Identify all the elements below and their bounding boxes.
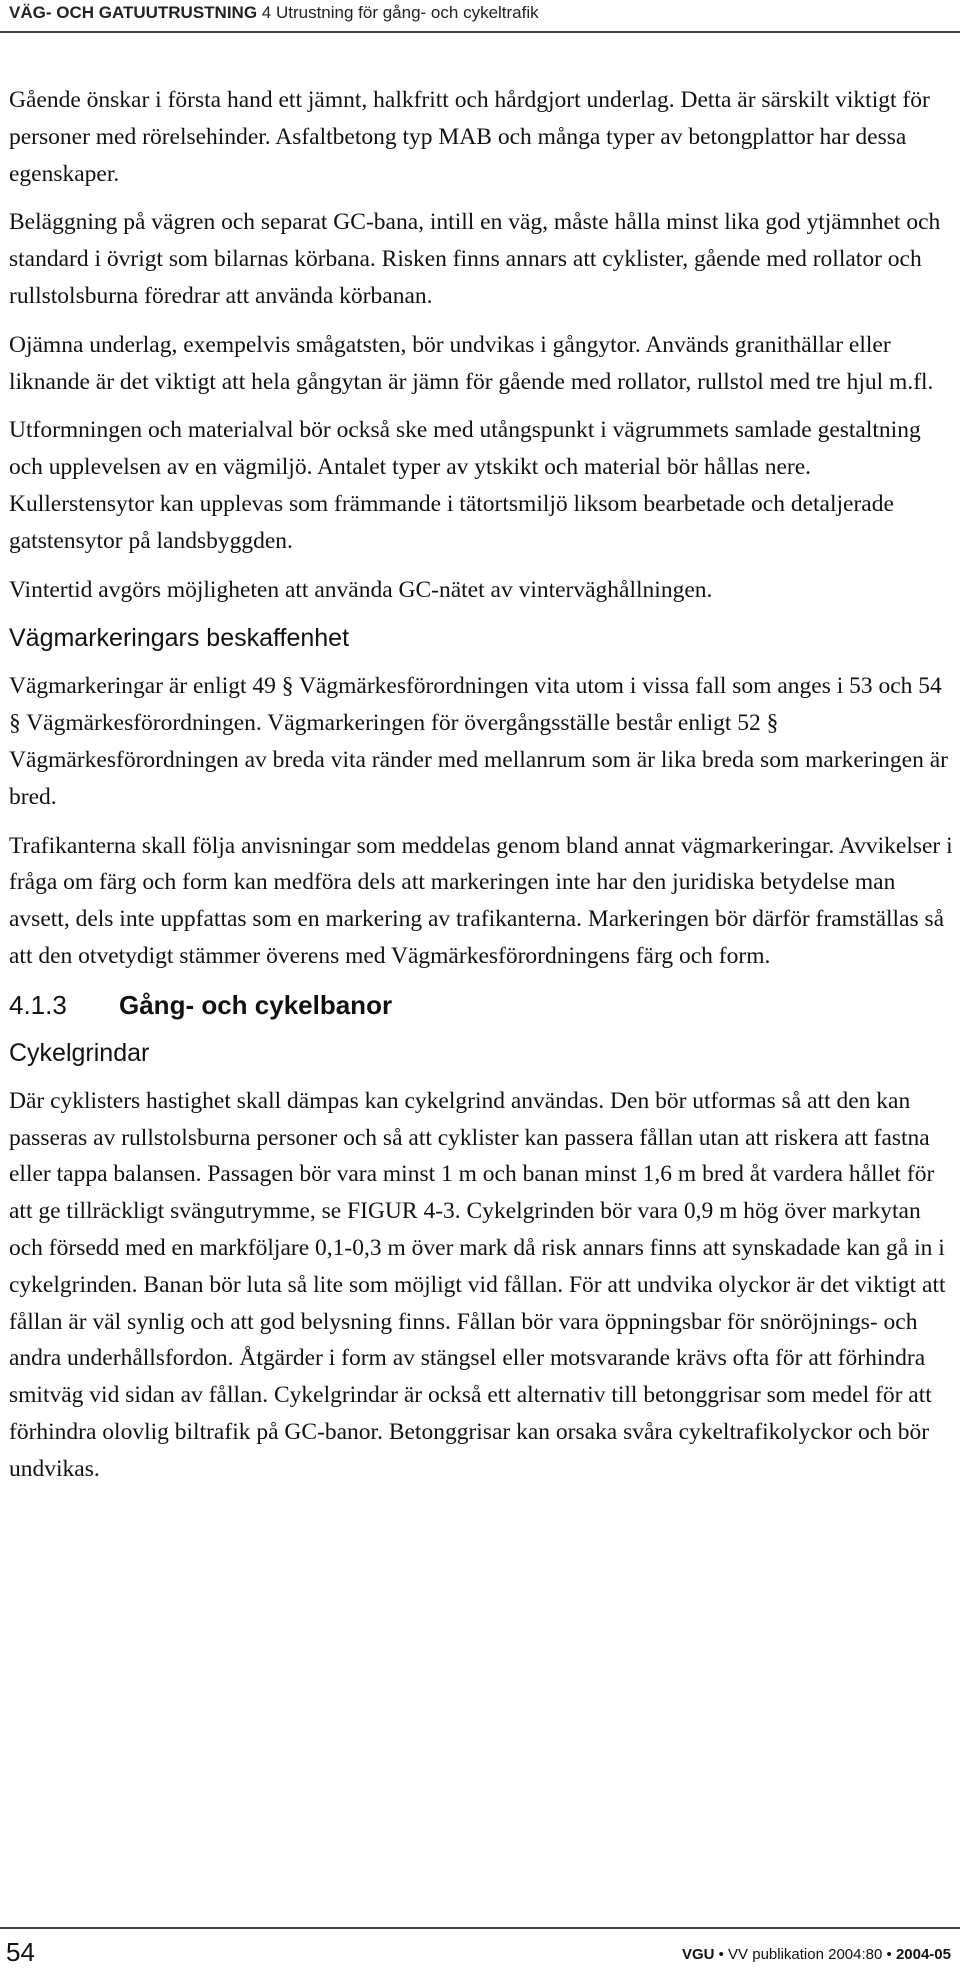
section-title: Gång- och cykelbanor (119, 989, 393, 1020)
paragraph: Vintertid avgörs möjligheten att använda GC-nätet av vinterväghållningen. (9, 576, 713, 603)
footer-vgu: VGU (681, 1946, 715, 1963)
header-text (9, 3, 539, 23)
header-title-bold: VÄG- OCH GATUUTRUSTNING (9, 3, 258, 22)
footer-publication: • VV publikation 2004:80 (714, 1946, 887, 1963)
paragraph: Beläggning på vägren och separat GC-bana, intill en väg, måste hålla minst lika god ytjämnhet och standard i övrigt som bilarnas körbana. Risken finns annars att cyklister, gående med rollator och rullstolsburna föredrar att använda körbanan. (9, 209, 941, 309)
subheading-cykelgrindar: Cykelgrindar (9, 1038, 150, 1067)
header-divider (0, 31, 960, 33)
paragraph: Vägmarkeringar är enligt 49 § Vägmärkesförordningen vita utom i vissa fall som anges i 53 och 54 § Vägmärkesförordningen. Vägmarkeringen för övergångsställe består enligt 52 § Vägmärkesförordningen av breda vita ränder med mellanrum som är lika breda som markeringen är bred. (9, 673, 948, 810)
page-number: 54 (6, 1937, 35, 1967)
paragraph: Utformningen och materialval bör också ske med utångspunkt i vägrummets samlade gestaltning och upplevelsen av en vägmiljö. Antalet typer av ytskikt och material bör hållas nere. Kullerstensytor kan upplevas som främmande i tätortsmiljö liksom bearbetade och detaljerade gatstensytor på landsbyggden. (9, 417, 921, 554)
paragraph: Trafikanterna skall följa anvisningar som meddelas genom bland annat vägmarkeringar. Avvikelser i fråga om färg och form kan medföra dels att markeringen inte har den juridiska betydelse man avsett, dels inte uppfattas som en markering av trafikanterna. Markeringen bör därför framställas så att den otvetydigt stämmer överens med Vägmärkesförordningens färg och form. (9, 832, 953, 969)
running-header (0, 0, 960, 34)
subheading-vagmarkeringar: Vägmarkeringars beskaffenhet (9, 624, 350, 653)
page-body (9, 82, 954, 1500)
paragraph: Där cyklisters hastighet skall dämpas kan cykelgrind användas. Den bör utformas så att den kan passeras av rullstolsburna personer och så att cyklister kan passera fållan utan att riskera att fastna eller tappa balansen. Passagen bör vara minst 1 m och banan minst 1,6 m bred åt vardera hållet för att ge tillräckligt svängutrymme, se FIGUR 4-3. Cykelgrinden bör vara 0,9 m hög över markytan och försedd med en markföljare 0,1-0,3 m över mark då risk annars finns att synskadade kan gå in i cykelgrinden. Banan bör luta så lite som möjligt vid fållan. För att undvika olyckor är det viktigt att fållan är väl synlig och att god belysning finns. Fållan bör vara öppningsbar för snöröjnings- och andra underhållsfordon. Åtgärder i form av stängsel eller motsvarande krävs ofta för att förhindra smitväg vid sidan av fållan. Cykelgrindar är också ett alternativ till betonggrisar som medel för att förhindra olovlig biltrafik på GC-banor. Betonggrisar kan orsaka svåra cykeltrafikolyckor och bör undvikas. (9, 1087, 946, 1482)
footer-divider (0, 1927, 960, 1929)
section-heading (9, 987, 954, 1023)
running-footer (0, 1927, 960, 1976)
section-number: 4.1.3 (9, 989, 67, 1020)
publication-info (682, 1946, 951, 1963)
footer-bullet: • (886, 1946, 896, 1963)
footer-date: 2004-05 (895, 1946, 951, 1963)
paragraph: Ojämna underlag, exempelvis smågatsten, bör undvikas i gångytor. Används granithällar eller liknande är det viktigt att hela gångytan är jämn för gående med rollator, rullstol med tre hjul m.fl. (9, 331, 934, 395)
paragraph: Gående önskar i första hand ett jämnt, halkfritt och hårdgjort underlag. Detta är särskilt viktigt för personer med rörelsehinder. Asfaltbetong typ MAB och många typer av betongplattor har dessa egenskaper. (9, 87, 930, 187)
header-title-rest: 4 Utrustning för gång- och cykeltrafik (257, 3, 539, 22)
